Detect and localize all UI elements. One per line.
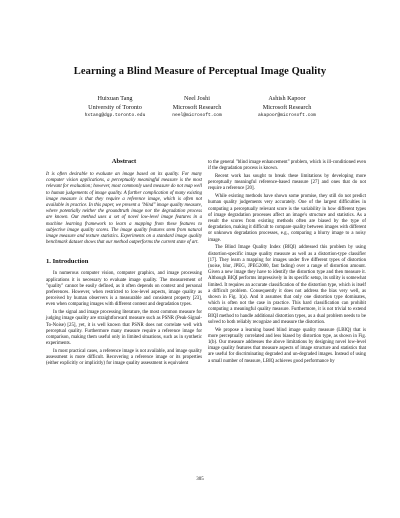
author-3 bbox=[232, 94, 342, 120]
paragraph: In the signal and image processing literature, the most common measure for judging image quality are straightforward measure such as PSNR (Peak-Signal-To-Noise) [25], yet, it is well known that PSNR does not correlate well with perceptual quality. Furthermore many measure require a reference image for comparison, making them useful only in limited situations, such as in synthetic experiments. bbox=[46, 310, 202, 347]
paper-title: Learning a Blind Measure of Perceptual Image Quality bbox=[73, 66, 327, 77]
author-name: Ashish Kapoor bbox=[268, 95, 306, 102]
author-name: Huixuan Tang bbox=[97, 95, 133, 102]
author-affiliation: University of Toronto bbox=[88, 104, 142, 111]
paragraph: Recent work has sought to break these limitations by developing more perceptually meaningful reference-based measure [27] and ones that do not require a reference [20]. bbox=[208, 174, 366, 192]
author-affiliation: Microsoft Research bbox=[262, 104, 312, 111]
author-affiliation: Microsoft Research bbox=[172, 104, 222, 111]
author-email: hxtang@dgp.toronto.edu bbox=[84, 113, 146, 118]
paragraph: In most practical cases, a reference image is not available, and image quality assessment is more difficult. Recovering a reference image or its properties (either explicitly or implicitly) for image quality assessment is equivalent bbox=[46, 349, 202, 367]
paragraph: The Blind Image Quality Index (BIQI) addressed this problem by using distortion-specific image quality measure as well as a distortion-type classifier [17]. They learn a mapping for images under five different types of distortion (noise, blur, JPEG, JPEG2000, fast fading) over a range of distortion amount. Given a new image they have to identify the distortion type and then measure it. Although BIQI performs impressively in its specific setup, its utility is somewhat limited. It requires an accurate classification of the distortion type, which is itself a difficult problem. Consequently it does not address the bias very well, as shown in Fig. 1(a). And it assumes that only one distortion type dominates, which is often not the case in practice. This hard classification can prohibit computing a meaningful quality measure. Furthermore, it is not trivial to extend BIQI method to handle additional distortion types, as a dual problem needs to be solved to both reliably recognize and measure the distortion. bbox=[208, 245, 366, 325]
author-email: neel@microsoft.com bbox=[172, 113, 222, 118]
abstract-heading: Abstract bbox=[111, 158, 137, 165]
section-heading: 1. Introduction bbox=[46, 258, 89, 266]
page-number: 305 bbox=[196, 477, 204, 482]
author-block bbox=[0, 94, 400, 134]
author-name: Neel Joshi bbox=[184, 95, 210, 102]
author-email: akapoor@microsoft.com bbox=[258, 113, 316, 118]
paragraph: In numerous computer vision, computer graphics, and image processing applications it is necessary to evaluate image quality. The measurement of "quality" cannot be easily defined, as it often depends on context and personal preferences. However, when restricted to low-level aspects, image quality as perceived by human observers is a measurable and consistent property [23], even when comparing images with different content and degradation types. bbox=[46, 271, 202, 308]
paragraph: We propose a learning based blind image quality measure (LBIQ) that is more perceptually correlated and less biased by distortion type, as shown in Fig. 1(b). Our measure addresses the above limitations by designing novel low-level image quality features that measure aspects of image structure and statistics that are useful for discriminating degraded and un-degraded images. Instead of using a small number of measure, LBIQ achieves good performance by bbox=[208, 327, 366, 364]
paragraph: While existing methods have shown some promise, they still do not predict human quality judgements very accurately. One of the largest difficulties in computing a perceptually relevant score is the variability in how different types of image degradation processes affect an image's structure and statistics. As a result the scores from existing methods often are biased by the type of degradation, making it difficult to compare quality between images with different or unknown degradation processes, e.g., comparing a blurry image to a noisy image. bbox=[208, 194, 366, 243]
abstract-text: It is often desirable to evaluate an image based on its quality. For many computer vision applications, a perceptually meaningful measure is the most relevant for evaluation; however, most commonly used measure do not map well to human judgements of image quality. A further complication of many existing image measure is that they require a reference image, which is often not available in practice. In this paper, we present a "blind" image quality measure, where potentially neither the groundtruth image nor the degradation process are known. Our method uses a set of novel low-level image features in a machine learning framework to learn a mapping from these features to subjective image quality scores. The image quality features stem from natural image measure and texture statistics. Experiments on a standard image quality benchmark dataset shows that our method outperforms the current state of art. bbox=[46, 172, 202, 246]
left-column bbox=[46, 158, 202, 369]
paragraph: to the general "blind image enhancement" problem, which is ill-conditioned even if the degradation process is known. bbox=[208, 160, 366, 172]
right-column bbox=[208, 160, 366, 366]
